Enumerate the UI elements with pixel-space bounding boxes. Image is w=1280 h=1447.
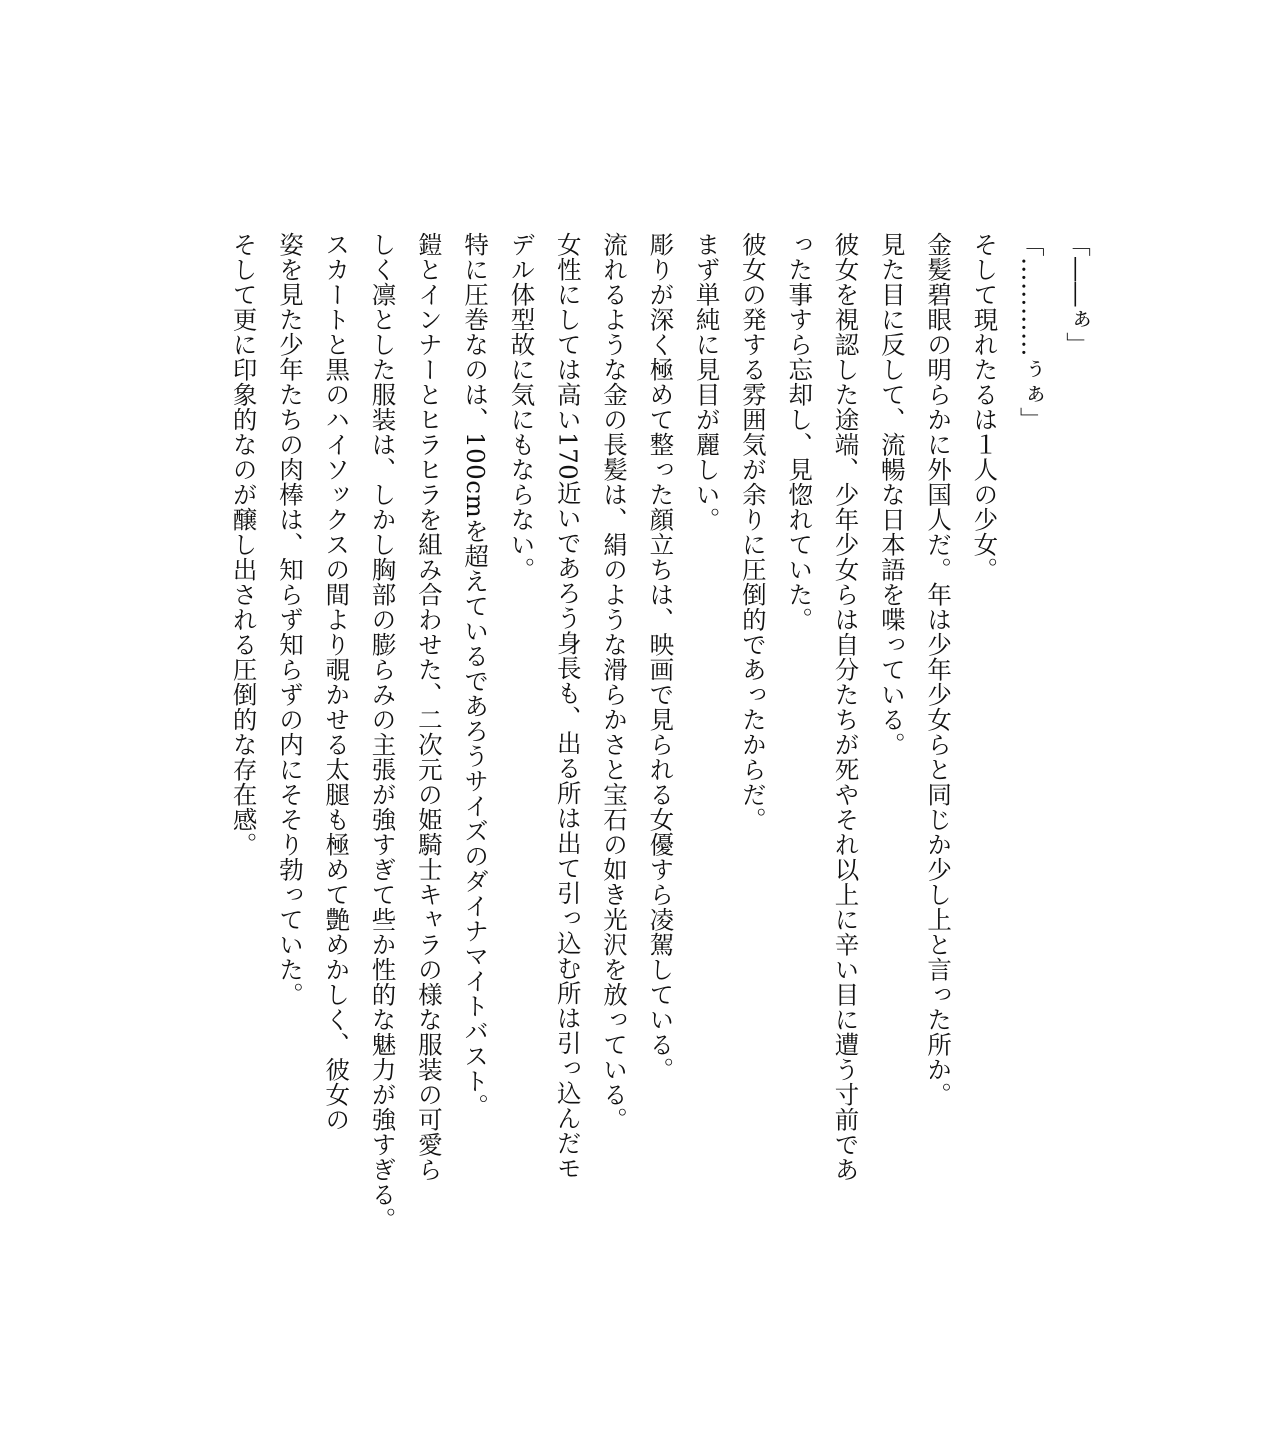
text-line: 女性にしては高い170近いであろう身長も、出る所は出て引っ込む所は引っ込んだモ (553, 232, 583, 1181)
dialogue-line: 「…………ぅぁ」 (1016, 232, 1046, 432)
text-line: 彫りが深く極めて整った顔立ちは、映画で見られる女優すら凌駕している。 (646, 232, 676, 1082)
text-line: 金髪碧眼の明らかに外国人だ。年は少年少女らと同じか少し上と言った所か。 (924, 232, 954, 1107)
text-line: った事すら忘却し、見惚れていた。 (785, 232, 815, 632)
text-line: 流れるような金の長髪は、絹のような滑らかさと宝石の如き光沢を放っている。 (600, 232, 630, 1132)
text-line: そして現れたるは１人の少女。 (970, 232, 1000, 582)
text-line: 鎧とインナーとヒラヒラを組み合わせた、二次元の姫騎士キャラの様な服装の可愛ら (414, 232, 444, 1182)
dialogue-line: 「――ぁ」 (1063, 232, 1092, 357)
text-line: 彼女を視認した途端、少年少女らは自分たちが死やそれ以上に辛い目に遭う寸前であ (831, 232, 861, 1182)
text-line: スカートと黒のハイソックスの間より覗かせる太腿も極めて艶めかしく、彼女の (322, 232, 352, 1132)
text-line: 見た目に反して、流暢な日本語を喋っている。 (877, 232, 907, 757)
vertical-text-body (220, 232, 1100, 1312)
text-line: 特に圧巻なのは、100cmを超えているであろうサイズのダイナマイトバスト。 (461, 232, 491, 1119)
text-line: まず単純に見目が麗しい。 (692, 232, 722, 532)
text-line: 姿を見た少年たちの肉棒は、知らず知らずの内にそそり勃っていた。 (275, 232, 305, 1007)
text-line: 彼女の発する雰囲気が余りに圧倒的であったからだ。 (738, 232, 768, 832)
text-line: しく凛とした服装は、しかし胸部の膨らみの主張が強すぎて些か性的な魅力が強すぎる。 (368, 232, 398, 1232)
text-line: デル体型故に気にもならない。 (507, 232, 537, 582)
text-line: そして更に印象的なのが醸し出される圧倒的な存在感。 (229, 232, 259, 857)
